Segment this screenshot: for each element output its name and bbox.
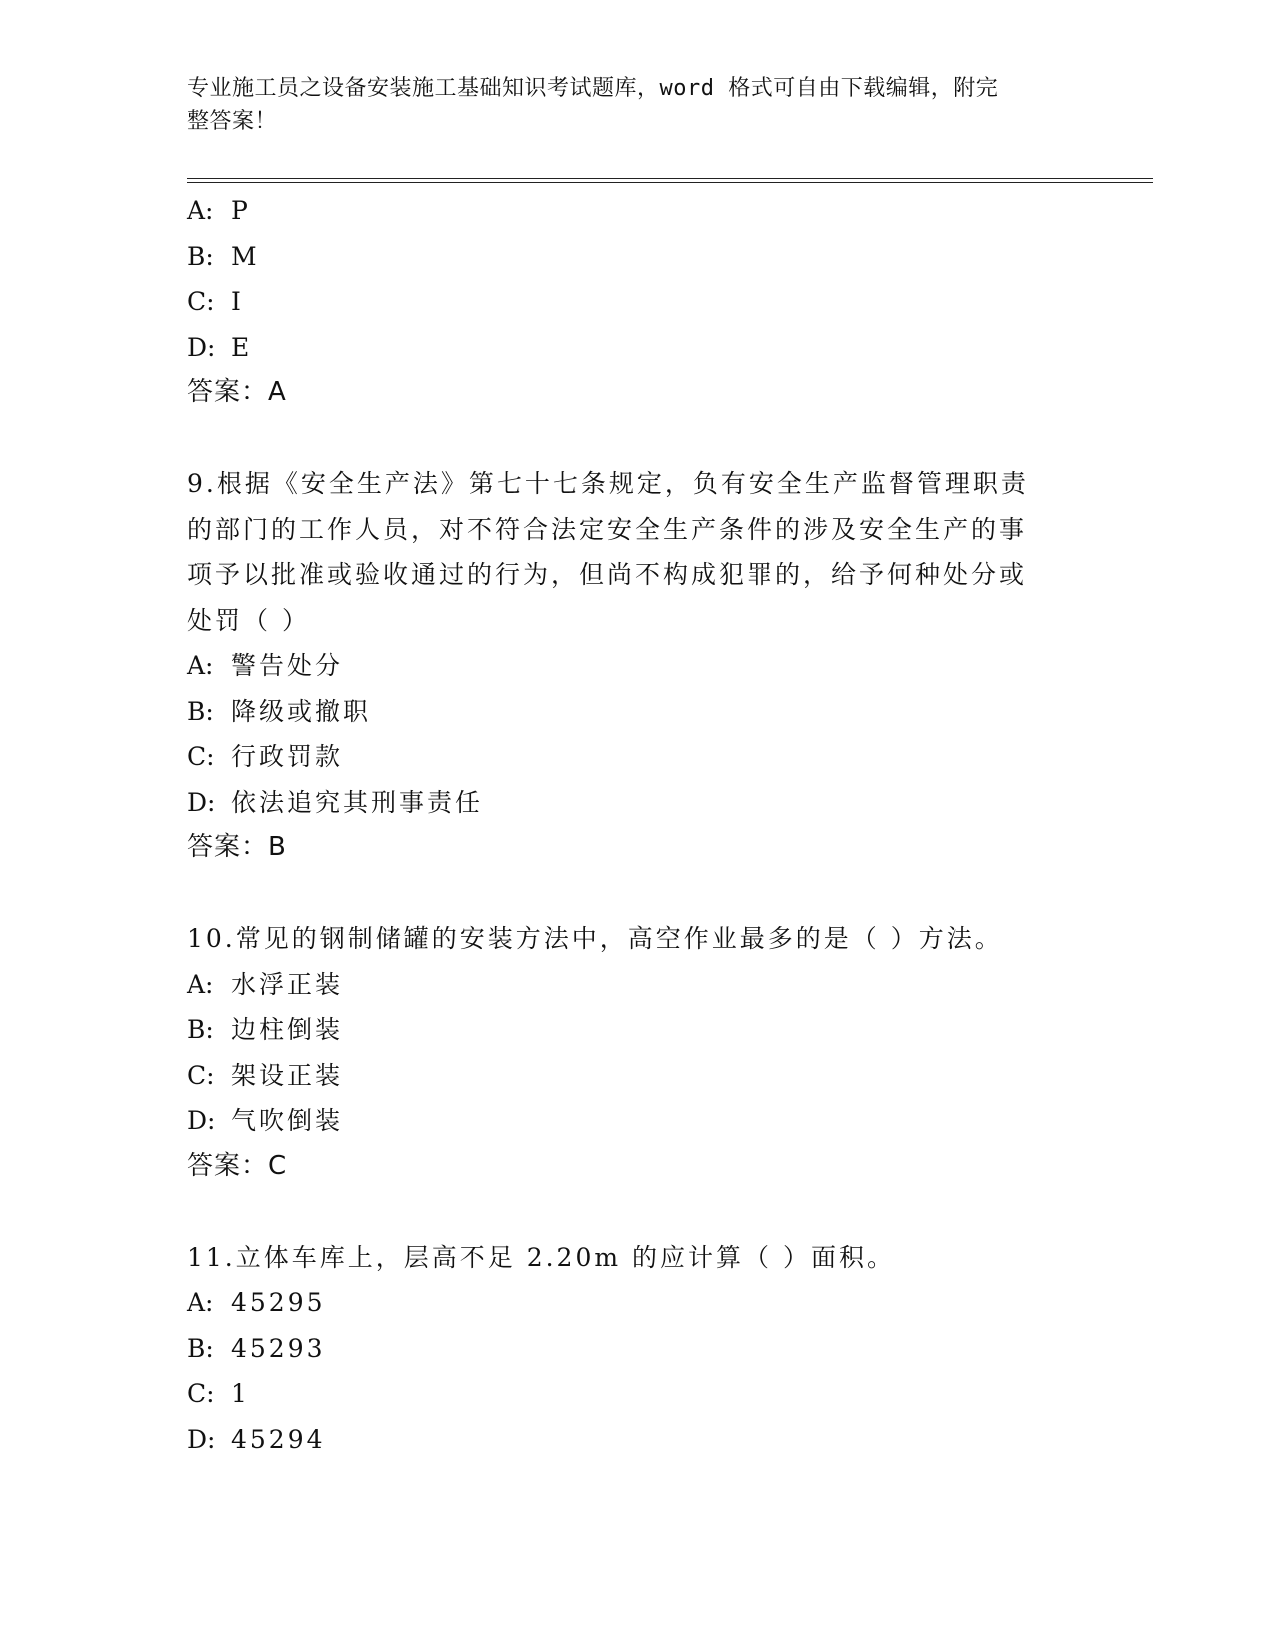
option-b xyxy=(187,1007,1067,1053)
question-stem xyxy=(187,916,1067,962)
option-text: 气吹倒装 xyxy=(231,1106,344,1135)
stem-line: 处罚（ ） xyxy=(187,605,310,635)
option-letter: A: xyxy=(187,196,214,225)
option-letter: B: xyxy=(187,241,214,271)
option-text: P xyxy=(231,196,251,225)
stem-line: 10.常见的钢制储罐的安装方法中，高空作业最多的是（ ）方法。 xyxy=(187,924,1003,953)
question-10 xyxy=(187,916,1067,1189)
question-11 xyxy=(187,1235,1067,1463)
question-9 xyxy=(187,461,1067,871)
option-text: 45293 xyxy=(231,1333,326,1363)
answer-line: 答案：C xyxy=(187,1150,288,1181)
option-text: 1 xyxy=(231,1379,250,1408)
option-c xyxy=(187,1371,1067,1417)
header-line-1: 专业施工员之设备安装施工基础知识考试题库，word 格式可自由下载编辑，附完 xyxy=(187,76,999,101)
option-text: E xyxy=(231,332,253,362)
option-text: 架设正装 xyxy=(231,1060,344,1090)
option-a xyxy=(187,188,1067,234)
option-text: M xyxy=(231,241,260,271)
spacer xyxy=(187,1189,1067,1235)
answer-line: 答案：B xyxy=(187,832,287,862)
spacer xyxy=(187,871,1067,917)
stem-line: 项予以批准或验收通过的行为，但尚不构成犯罪的，给予何种处分或 xyxy=(187,560,1028,589)
option-text: 45295 xyxy=(231,1288,326,1317)
option-d xyxy=(187,1098,1067,1144)
question-stem xyxy=(187,461,1067,643)
option-letter: B: xyxy=(187,696,214,726)
option-text: 45294 xyxy=(231,1424,326,1454)
option-d xyxy=(187,780,1067,826)
option-text: 行政罚款 xyxy=(231,742,344,771)
option-letter: C: xyxy=(187,1060,215,1090)
document-header xyxy=(187,72,1067,138)
option-letter: C: xyxy=(187,287,215,316)
question-stem xyxy=(187,1235,1067,1281)
stem-line: 11.立体车库上，层高不足 2.20m 的应计算（ ）面积。 xyxy=(187,1242,895,1272)
option-a xyxy=(187,1280,1067,1326)
header-divider-top xyxy=(187,178,1153,179)
option-text: 警告处分 xyxy=(231,651,344,680)
spacer xyxy=(187,416,1067,462)
option-text: 水浮正装 xyxy=(231,969,344,999)
question-8 xyxy=(187,188,1067,416)
option-c xyxy=(187,279,1067,325)
option-letter: D: xyxy=(187,1424,216,1454)
stem-line: 的部门的工作人员，对不符合法定安全生产条件的涉及安全生产的事 xyxy=(187,514,1028,544)
option-letter: C: xyxy=(187,1379,215,1408)
option-d xyxy=(187,1417,1067,1463)
option-a xyxy=(187,643,1067,689)
option-text: 降级或撤职 xyxy=(231,696,372,726)
option-c xyxy=(187,1053,1067,1099)
option-letter: A: xyxy=(187,969,214,999)
header-divider-bottom xyxy=(187,182,1153,183)
question-list xyxy=(187,188,1067,1462)
option-b xyxy=(187,234,1067,280)
option-text: 依法追究其刑事责任 xyxy=(231,787,484,817)
option-letter: A: xyxy=(187,1288,214,1317)
option-d xyxy=(187,325,1067,371)
option-letter: D: xyxy=(187,332,216,362)
option-letter: C: xyxy=(187,742,215,771)
option-letter: B: xyxy=(187,1015,214,1044)
option-b xyxy=(187,1326,1067,1372)
option-text: 边柱倒装 xyxy=(231,1015,344,1044)
option-letter: B: xyxy=(187,1333,214,1363)
option-letter: A: xyxy=(187,651,214,680)
option-a xyxy=(187,962,1067,1008)
option-b xyxy=(187,689,1067,735)
header-line-2: 整答案！ xyxy=(187,109,278,134)
option-c xyxy=(187,734,1067,780)
option-letter: D: xyxy=(187,1106,216,1135)
option-text: I xyxy=(231,287,244,316)
stem-line: 9.根据《安全生产法》第七十七条规定，负有安全生产监督管理职责 xyxy=(187,469,1029,498)
option-letter: D: xyxy=(187,787,216,817)
answer-line: 答案：A xyxy=(187,377,287,407)
